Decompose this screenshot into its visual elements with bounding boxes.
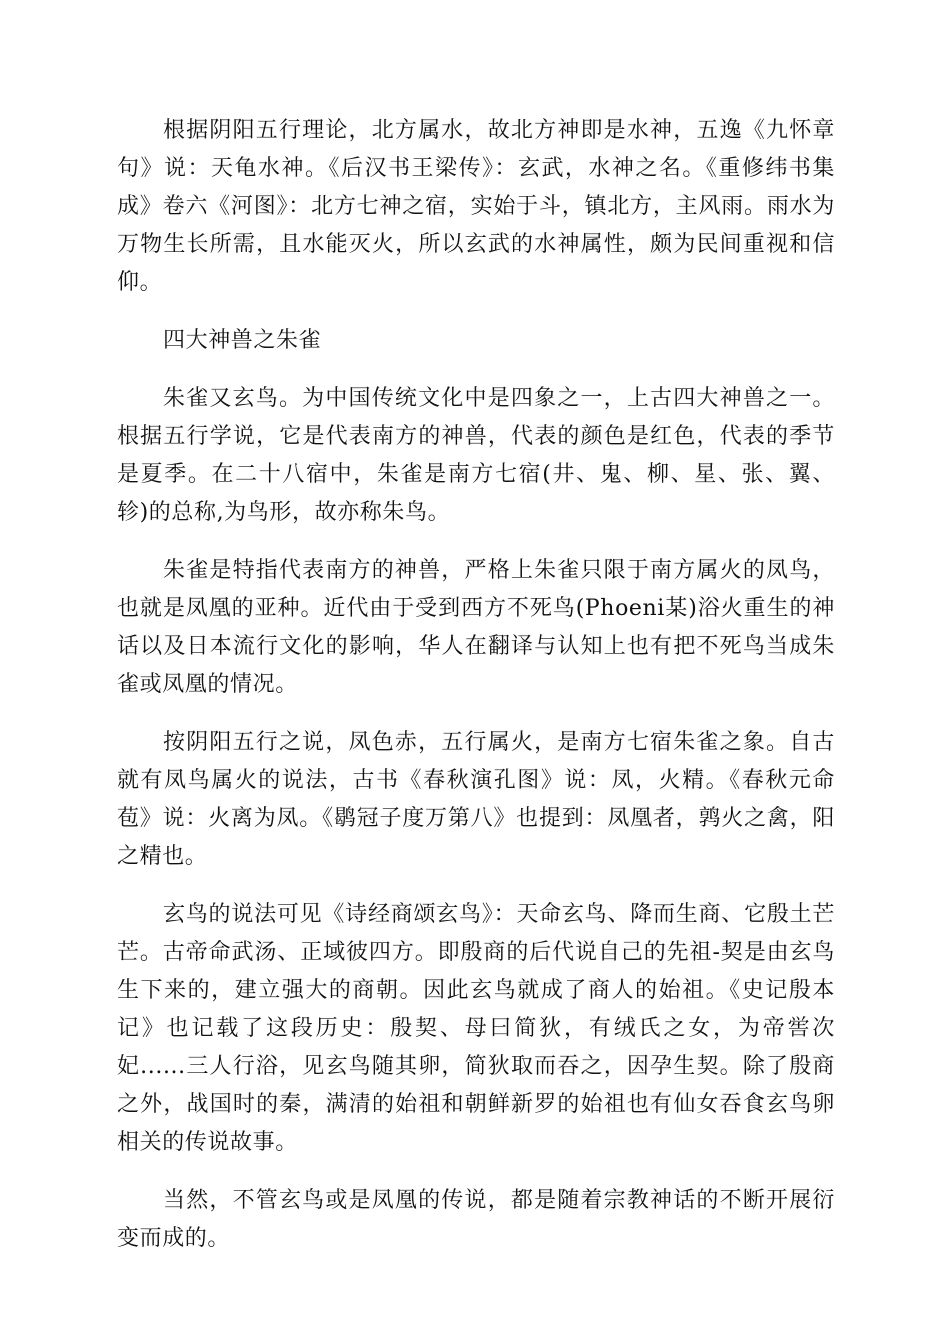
paragraph-zhuque-phoenix: 朱雀是特指代表南方的神兽，严格上朱雀只限于南方属火的凤鸟，也就是凤凰的亚种。近代由于受到西方不死鸟(Phoeni某)浴火重生的神话以及日本流行文化的影响，华人在翻译与认知上也有把不死鸟当成朱雀或凤凰的情况。 [117, 558, 835, 697]
paragraph-yinyang-fire: 按阴阳五行之说，凤色赤，五行属火，是南方七宿朱雀之象。自古就有凤鸟属火的说法，古书《春秋演孔图》说：凤，火精。《春秋元命苞》说：火离为凤。《鹖冠子度万第八》也提到：凤凰者，鹑火之禽，阳之精也。 [117, 730, 835, 869]
paragraph-conclusion: 当然，不管玄鸟或是凤凰的传说，都是随着宗教神话的不断开展衍变而成的。 [117, 1188, 835, 1251]
paragraph-xuanwu-water-god: 根据阴阳五行理论，北方属水，故北方神即是水神，五逸《九怀章句》说：天龟水神。《后汉书王梁传》：玄武，水神之名。《重修纬书集成》卷六《河图》：北方七神之宿，实始于斗，镇北方，主风雨。雨水为万物生长所需，且水能灭火，所以玄武的水神属性，颇为民间重视和信仰。 [117, 118, 835, 295]
paragraph-xuanniao-legend: 玄鸟的说法可见《诗经商颂玄鸟》：天命玄鸟、降而生商、它殷土芒芒。古帝命武汤、正域彼四方。即殷商的后代说自己的先祖-契是由玄鸟生下来的，建立强大的商朝。因此玄鸟就成了商人的始祖。《史记殷本记》也记载了这段历史：殷契、母曰简狄，有绒氏之女，为帝喾次妃......三人行浴，见玄鸟随其卵，简狄取而吞之，因孕生契。除了殷商之外，战国时的秦，满清的始祖和朝鲜新罗的始祖也有仙女吞食玄鸟卵相关的传说故事。 [117, 902, 835, 1155]
paragraph-zhuque-intro: 朱雀又玄鸟。为中国传统文化中是四象之一，上古四大神兽之一。根据五行学说，它是代表南方的神兽，代表的颜色是红色，代表的季节是夏季。在二十八宿中，朱雀是南方七宿(井、鬼、柳、星、张、翼、轸)的总称,为鸟形，故亦称朱鸟。 [117, 386, 835, 525]
document-body [117, 112, 835, 1278]
section-heading-zhuque: 四大神兽之朱雀 [163, 328, 322, 353]
